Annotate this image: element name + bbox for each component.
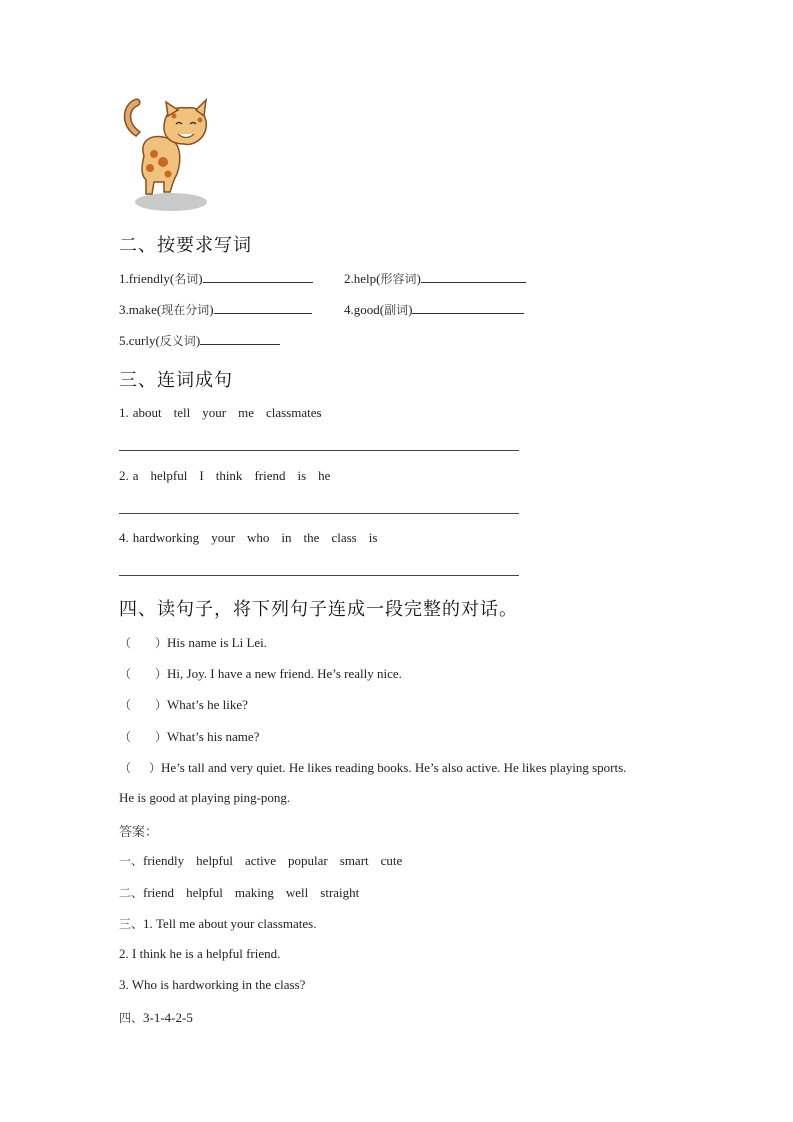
answer-2: 二、friend helpful making well straight: [119, 885, 360, 900]
answer-line[interactable]: [119, 450, 519, 451]
section2-item-3: 3.make(现在分词): [119, 300, 312, 318]
answer-blank[interactable]: [412, 300, 524, 314]
dialog-item-5: （ ）He’s tall and very quiet. He likes reading books. He’s also active. He likes playing sports.: [119, 760, 627, 775]
answer-1: 一、friendly helpful active popular smart cute: [119, 853, 403, 868]
dialog-item-5-continued: He is good at playing ping-pong.: [119, 790, 291, 805]
section3-item-2: 2. a helpful I think friend is he: [119, 468, 331, 483]
answer-3-2: 2. I think he is a helpful friend.: [119, 946, 281, 961]
answers-label: 答案：: [119, 825, 159, 840]
answer-blank[interactable]: [214, 300, 312, 314]
section2-item-5: 5.curly(反义词): [119, 331, 280, 349]
answer-4: 四、3-1-4-2-5: [119, 1010, 193, 1025]
section4-heading: 四、读句子，将下列句子连成一段完整的对话。: [119, 599, 518, 620]
dialog-item-4: （ ）What’s his name?: [119, 729, 260, 744]
answer-blank[interactable]: [421, 269, 526, 283]
dialog-item-2: （ ）Hi, Joy. I have a new friend. He’s really nice.: [119, 666, 402, 681]
answer-line[interactable]: [119, 575, 519, 576]
dialog-item-3: （ ）What’s he like?: [119, 697, 248, 712]
cat-illustration: [116, 96, 216, 218]
section3-item-4: 4. hardworking your who in the class is: [119, 530, 378, 545]
answer-blank[interactable]: [203, 269, 313, 283]
section3-item-1: 1. about tell your me classmates: [119, 405, 322, 420]
section3-heading: 三、连词成句: [119, 370, 233, 391]
section2-heading: 二、按要求写词: [119, 235, 252, 256]
answer-3-1: 三、1. Tell me about your classmates.: [119, 916, 317, 931]
dialog-item-1: （ ）His name is Li Lei.: [119, 635, 268, 650]
answer-blank[interactable]: [200, 331, 280, 345]
section2-item-4: 4.good(副词): [344, 300, 524, 318]
answer-line[interactable]: [119, 513, 519, 514]
answer-3-3: 3. Who is hardworking in the class?: [119, 977, 306, 992]
section2-item-1: 1.friendly(名词): [119, 269, 313, 287]
section2-item-2: 2.help(形容词): [344, 269, 526, 287]
